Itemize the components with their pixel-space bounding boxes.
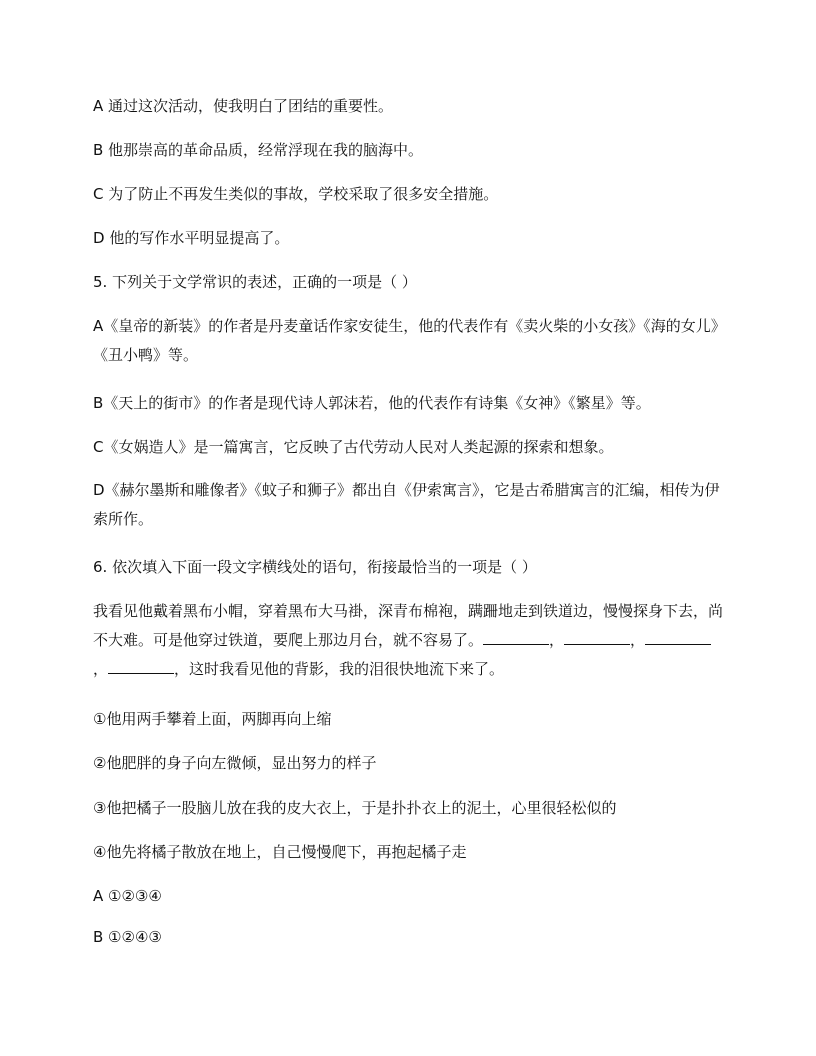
sep-1: ， bbox=[549, 631, 565, 649]
q6-passage-part1: 我看见他戴着黑布小帽，穿着黑布大马褂，深青布棉袍，蹒跚地走到铁道边，慢慢探身下去，尚不大难。可是他穿过铁道，要爬上那边月台，就不容易了。 bbox=[93, 602, 724, 649]
q6-item-3: ③他把橘子一股脑儿放在我的皮大衣上，于是扑扑衣上的泥土，心里很轻松似的 bbox=[93, 799, 617, 817]
q6-item-2: ②他肥胖的身子向左微倾，显出努力的样子 bbox=[93, 754, 377, 772]
blank-3 bbox=[645, 630, 711, 645]
q5-option-b: B《天上的街市》的作者是现代诗人郭沫若，他的代表作有诗集《女神》《繁星》等。 bbox=[93, 394, 651, 412]
sep-3: ， bbox=[93, 660, 109, 678]
q4-option-d: D 他的写作水平明显提高了。 bbox=[93, 229, 290, 247]
q6-item-1: ①他用两手攀着上面，两脚再向上缩 bbox=[93, 710, 332, 728]
q5-option-d: D《赫尔墨斯和雕像者》《蚊子和狮子》都出自《伊索寓言》，它是古希腊寓言的汇编，相传为伊索所作。 bbox=[93, 481, 720, 528]
q6-option-a: A ①②③④ bbox=[93, 887, 162, 905]
q5-option-c: C《女娲造人》是一篇寓言，它反映了古代劳动人民对人类起源的探索和想象。 bbox=[93, 438, 614, 456]
q5-question: 5. 下列关于文学常识的表述，正确的一项是（ ） bbox=[93, 273, 417, 291]
q4-option-a: A 通过这次活动，使我明白了团结的重要性。 bbox=[93, 97, 394, 115]
q6-passage-part2: ，这时我看见他的背影，我的泪很快地流下来了。 bbox=[174, 660, 505, 678]
q6-passage bbox=[93, 597, 723, 684]
blank-1 bbox=[483, 630, 549, 645]
blank-2 bbox=[564, 630, 630, 645]
blank-4 bbox=[108, 659, 174, 674]
q6-option-b: B ①②④③ bbox=[93, 928, 162, 946]
sep-2: ， bbox=[630, 631, 646, 649]
q4-option-b: B 他那崇高的革命品质，经常浮现在我的脑海中。 bbox=[93, 141, 424, 159]
q4-option-c: C 为了防止不再发生类似的事故，学校采取了很多安全措施。 bbox=[93, 185, 499, 203]
q6-question: 6. 依次填入下面一段文字横线处的语句，衔接最恰当的一项是（ ） bbox=[93, 558, 537, 576]
q6-item-4: ④他先将橘子散放在地上，自己慢慢爬下，再抱起橘子走 bbox=[93, 843, 467, 861]
q5-option-a: A《皇帝的新装》的作者是丹麦童话作家安徒生，他的代表作有《卖火柴的小女孩》《海的女儿》《丑小鸭》等。 bbox=[93, 317, 719, 364]
